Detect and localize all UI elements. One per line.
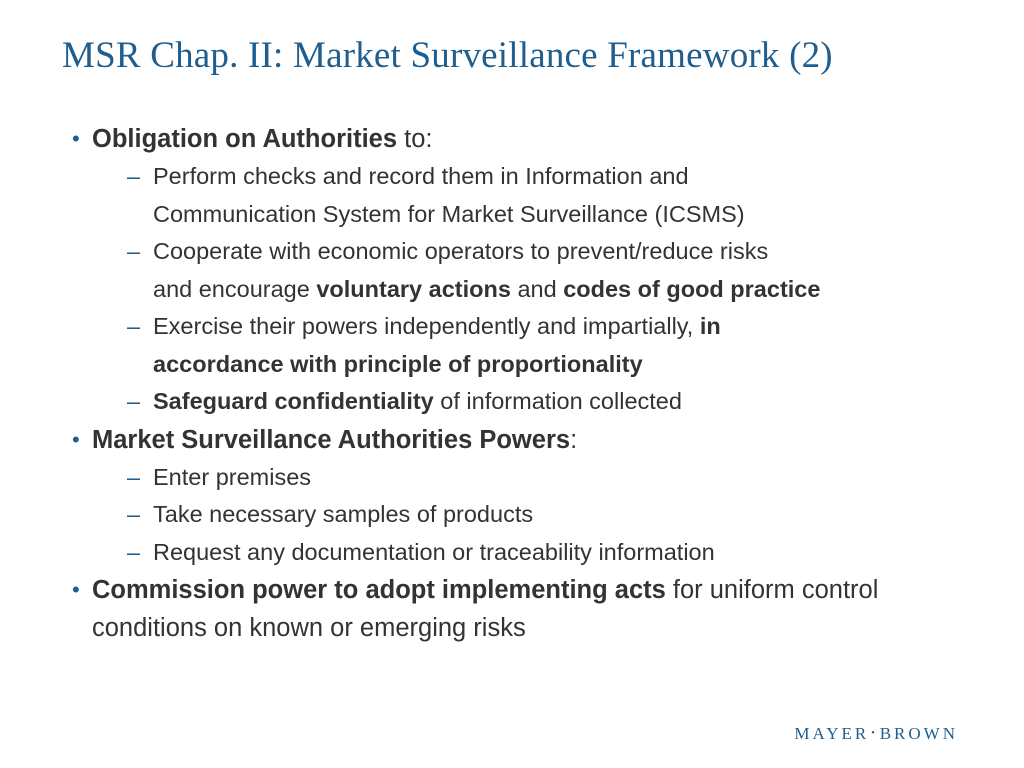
sub-bullet-text: Request any documentation or traceability information [153, 538, 715, 565]
page-title: MSR Chap. II: Market Surveillance Framework (2) [62, 35, 833, 76]
sub-bullet-text: Exercise their powers independently and impartially, [153, 313, 700, 339]
bullet-text: to: [397, 125, 433, 153]
sub-bullet-text: and [510, 275, 564, 302]
sub-bullet-text: of information collected [433, 388, 682, 414]
sub-bullet-item [72, 308, 952, 383]
sub-bullet-text: Cooperate with economic operators to prevent/reduce risks [153, 238, 769, 264]
bullet-item [72, 120, 952, 158]
sub-bullet-emphasis: Safeguard confidentiality [153, 388, 434, 414]
sub-bullet-emphasis: codes of good practice [563, 275, 821, 302]
dash-marker: – [127, 463, 141, 490]
sub-bullet-list [72, 459, 952, 572]
sub-bullet-emphasis: accordance with principle of proportionality [153, 350, 643, 377]
sub-bullet-item [72, 158, 952, 233]
dash-marker: – [127, 238, 141, 264]
logo-separator: • [871, 728, 878, 739]
bullet-text: for uniform control conditions on known or emerging risks [92, 576, 879, 642]
dash-marker: – [127, 163, 141, 189]
sub-bullet-text: Perform checks and record them in Information and [153, 163, 689, 189]
dash-marker: – [127, 388, 141, 414]
sub-bullet-text: Take necessary samples of products [153, 501, 534, 527]
sub-bullet-item [72, 383, 952, 421]
dash-marker: – [127, 501, 141, 527]
logo-text-left: MAYER [794, 724, 870, 743]
bullet-list [72, 120, 952, 647]
bullet-marker: • [72, 426, 80, 452]
bullet-item [72, 421, 952, 459]
bullet-item [72, 571, 952, 647]
sub-bullet-item [72, 496, 952, 534]
dash-marker: – [127, 538, 141, 565]
logo-text-right: BROWN [879, 724, 958, 743]
sub-bullet-item [72, 534, 952, 572]
bullet-heading: Obligation on Authorities [92, 125, 398, 153]
sub-bullet-list [72, 158, 952, 421]
sub-bullet-item [72, 233, 952, 308]
mayer-brown-logo [794, 724, 958, 744]
bullet-heading: Commission power to adopt implementing acts [92, 576, 666, 604]
dash-marker: – [127, 313, 141, 339]
bullet-marker: • [72, 126, 80, 151]
sub-bullet-emphasis: voluntary actions [316, 275, 511, 302]
bullet-heading: Market Surveillance Authorities Powers [92, 425, 571, 454]
sub-bullet-text: Enter premises [153, 463, 312, 490]
sub-bullet-text: and encourage [153, 275, 317, 302]
sub-bullet-text: Communication System for Market Surveillance (ICSMS) [153, 200, 745, 227]
sub-bullet-item [72, 459, 952, 497]
bullet-marker: • [72, 577, 80, 602]
bullet-text: : [570, 425, 578, 454]
sub-bullet-emphasis: in [699, 313, 721, 339]
